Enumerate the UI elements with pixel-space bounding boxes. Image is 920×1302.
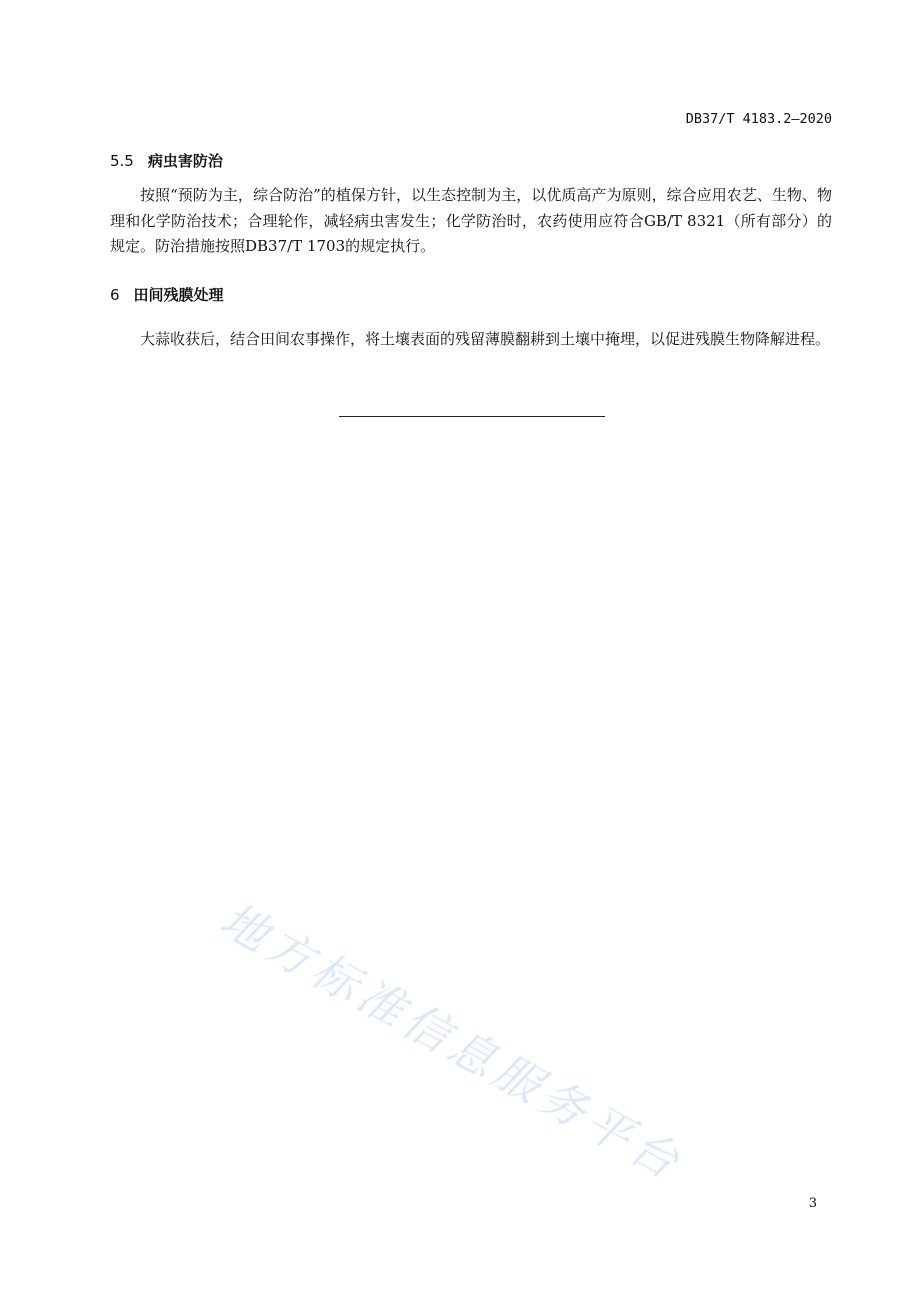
- document-code: DB37/T 4183.2—2020: [685, 111, 832, 127]
- section-heading-6: [110, 284, 224, 305]
- end-of-document-rule: [339, 416, 605, 417]
- section-heading-5-5: [110, 150, 223, 171]
- page-number: 3: [808, 1196, 817, 1211]
- section-title: 病虫害防治: [147, 152, 223, 170]
- watermark: 地方标准信息服务平台: [211, 892, 693, 1192]
- section-title: 田间残膜处理: [133, 286, 224, 304]
- section-number: 5.5: [110, 152, 134, 170]
- section-paragraph-6: 大蒜收获后，结合田间农事操作，将土壤表面的残留薄膜翻耕到土壤中掩埋，以促进残膜生物降解进程。: [140, 330, 831, 348]
- section-paragraph-5-5: 按照“预防为主，综合防治”的植保方针，以生态控制为主，以优质高产为原则，综合应用农艺、生物、物理和化学防治技术；合理轮作，减轻病虫害发生；化学防治时，农药使用应符合GB/T 8321（所有部分）的规定。防治措施按照DB37/T 1703的规定执行。: [110, 186, 832, 255]
- section-number: 6: [110, 286, 120, 304]
